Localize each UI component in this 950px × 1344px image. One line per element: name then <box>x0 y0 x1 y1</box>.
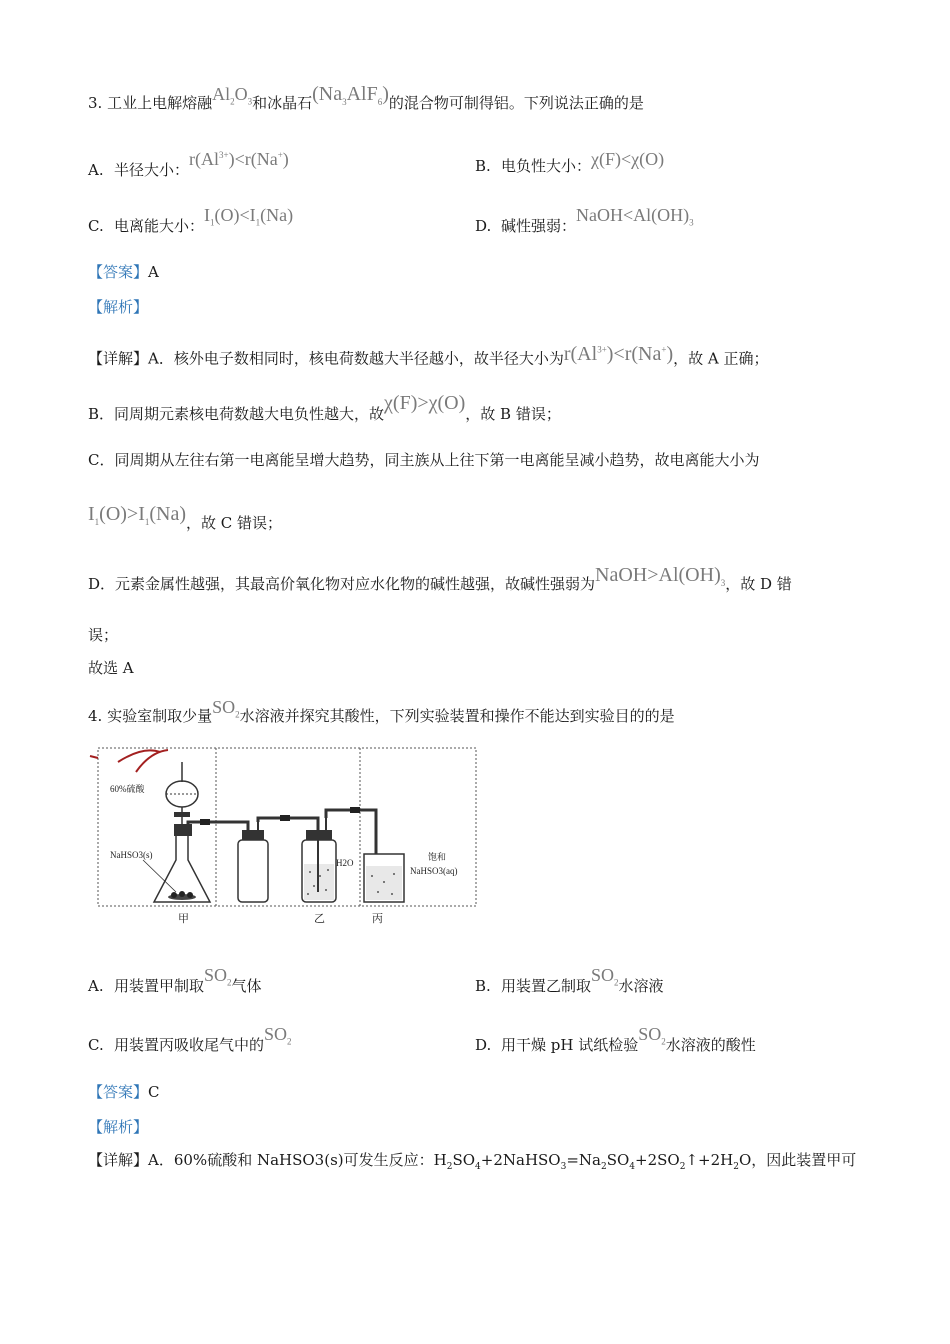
q3-option-d[interactable]: D. 碱性强弱：$NaOH<Al(OH)_3$ <box>475 205 694 235</box>
q3-detailB-formula: χ(F)>χ(O) <box>384 392 466 414</box>
q3-answer: 【答案】A <box>88 263 159 281</box>
q4-optC-formula: $SO_2$ <box>264 1024 292 1047</box>
water-label: H2O <box>336 858 354 868</box>
apparatus-figure <box>88 742 480 932</box>
q4-stem-formula: $SO_2$ <box>212 697 240 720</box>
q3-optC-formula: $I_1(O)<I_1(Na)$ <box>204 205 294 228</box>
q3-optB-formula: χ(F)<χ(O) <box>591 149 665 169</box>
label-jia: 甲 <box>178 913 189 925</box>
bottle-1 <box>238 840 268 902</box>
q3-detail-b: B．同周期元素核电荷数越大电负性越大，故χ(F)>χ(O)，故 B 错误； <box>88 392 561 423</box>
al2o3-formula: $Al_2O_3$ <box>212 84 253 107</box>
q4-detailA-text: A．60%硫酸和 NaHSO3(s)可发生反应：$H_2SO_4+2NaHSO_3=Na_2SO_4+2SO_2↑+2H_2O$，因此装置甲可 <box>148 1151 857 1172</box>
q3-detail-d: D．元素金属性越强，其最高价氧化物对应水化物的碱性越强，故碱性强弱为$NaOH>Al(OH)_3$，故 D 错 <box>88 564 792 593</box>
cryolite-formula: $(Na_3AlF_6)$ <box>312 83 389 107</box>
saturated-solution-label: NaHSO3(aq) <box>410 866 458 876</box>
q3-detail-c-cont: $I_1(O)>I_1(Na)$，故 C 错误； <box>88 503 283 532</box>
q3-stem: 3. 工业上电解熔融$Al_2O_3$和冰晶石$(Na_3AlF_6)$的混合物可制得铝。下列说法正确的是 <box>88 83 644 112</box>
q4-analysis-heading: 【解析】 <box>88 1118 149 1136</box>
q3-analysis-heading: 【解析】 <box>88 298 149 316</box>
q3-option-a[interactable]: A. 半径大小：$r(Al^{3+})<r(Na^+)$ <box>88 149 289 179</box>
figure-frame <box>98 748 476 906</box>
saturated-label: 饱和 <box>428 852 447 862</box>
q4-optD-formula: $SO_2$ <box>638 1024 666 1047</box>
q3-detailA-formula: $r(Al^{3+})<r(Na^+)$ <box>563 342 674 365</box>
q4-option-a[interactable]: A. 用装置甲制取$SO_2$气体 <box>88 965 262 995</box>
label-yi: 乙 <box>314 913 325 925</box>
q4-optB-formula: $SO_2$ <box>591 965 619 988</box>
q3-detail-a: 【详解】A．核外电子数相同时，核电荷数越大半径越小，故半径大小为$r(Al^{3+})<r(Na^+)$，故 A 正确； <box>88 342 769 368</box>
q4-option-c[interactable]: C. 用装置丙吸收尾气中的$SO_2$ <box>88 1024 292 1054</box>
q4-stem: 4. 实验室制取少量$SO_2$水溶液并探究其酸性，下列实验装置和操作不能达到实验目的的是 <box>88 697 675 725</box>
q4-detail-a: 【详解】A．60%硫酸和 NaHSO3(s)可发生反应：$H_2SO_4+2NaHSO_3=Na_2SO_4+2SO_2↑+2H_2O$，因此装置甲可 <box>88 1151 857 1172</box>
q3-conclusion: 故选 A <box>88 659 134 677</box>
red-arrow-decoration <box>90 750 168 772</box>
q3-detail-d-cont: 误； <box>88 626 119 644</box>
q3-detail-c: C．同周期从左往右第一电离能呈增大趋势，同主族从上往下第一电离能呈减小趋势，故电离能大小为 <box>88 451 760 469</box>
q3-optA-formula: $r(Al^{3+})<r(Na^+)$ <box>189 149 289 169</box>
label-bing: 丙 <box>372 913 383 925</box>
connecting-tube-1 <box>188 822 248 832</box>
q3-detailD-formula: $NaOH>Al(OH)_3$ <box>595 564 726 588</box>
q3-option-b[interactable]: B. 电负性大小：χ(F)<χ(O) <box>475 149 665 175</box>
q3-optD-formula: $NaOH<Al(OH)_3$ <box>576 205 694 228</box>
q4-option-d[interactable]: D. 用干燥 pH 试纸检验$SO_2$水溶液的酸性 <box>475 1024 756 1054</box>
q4-answer: 【答案】C <box>88 1083 160 1101</box>
solid-label: NaHSO3(s) <box>110 850 153 860</box>
q3-option-c[interactable]: C. 电离能大小：$I_1(O)<I_1(Na)$ <box>88 205 294 235</box>
q3-detailC-formula: $I_1(O)>I_1(Na)$ <box>88 503 187 527</box>
q4-option-b[interactable]: B. 用装置乙制取$SO_2$水溶液 <box>475 965 664 995</box>
q4-optA-formula: $SO_2$ <box>204 965 232 988</box>
acid-label: 60%硫酸 <box>110 784 145 794</box>
